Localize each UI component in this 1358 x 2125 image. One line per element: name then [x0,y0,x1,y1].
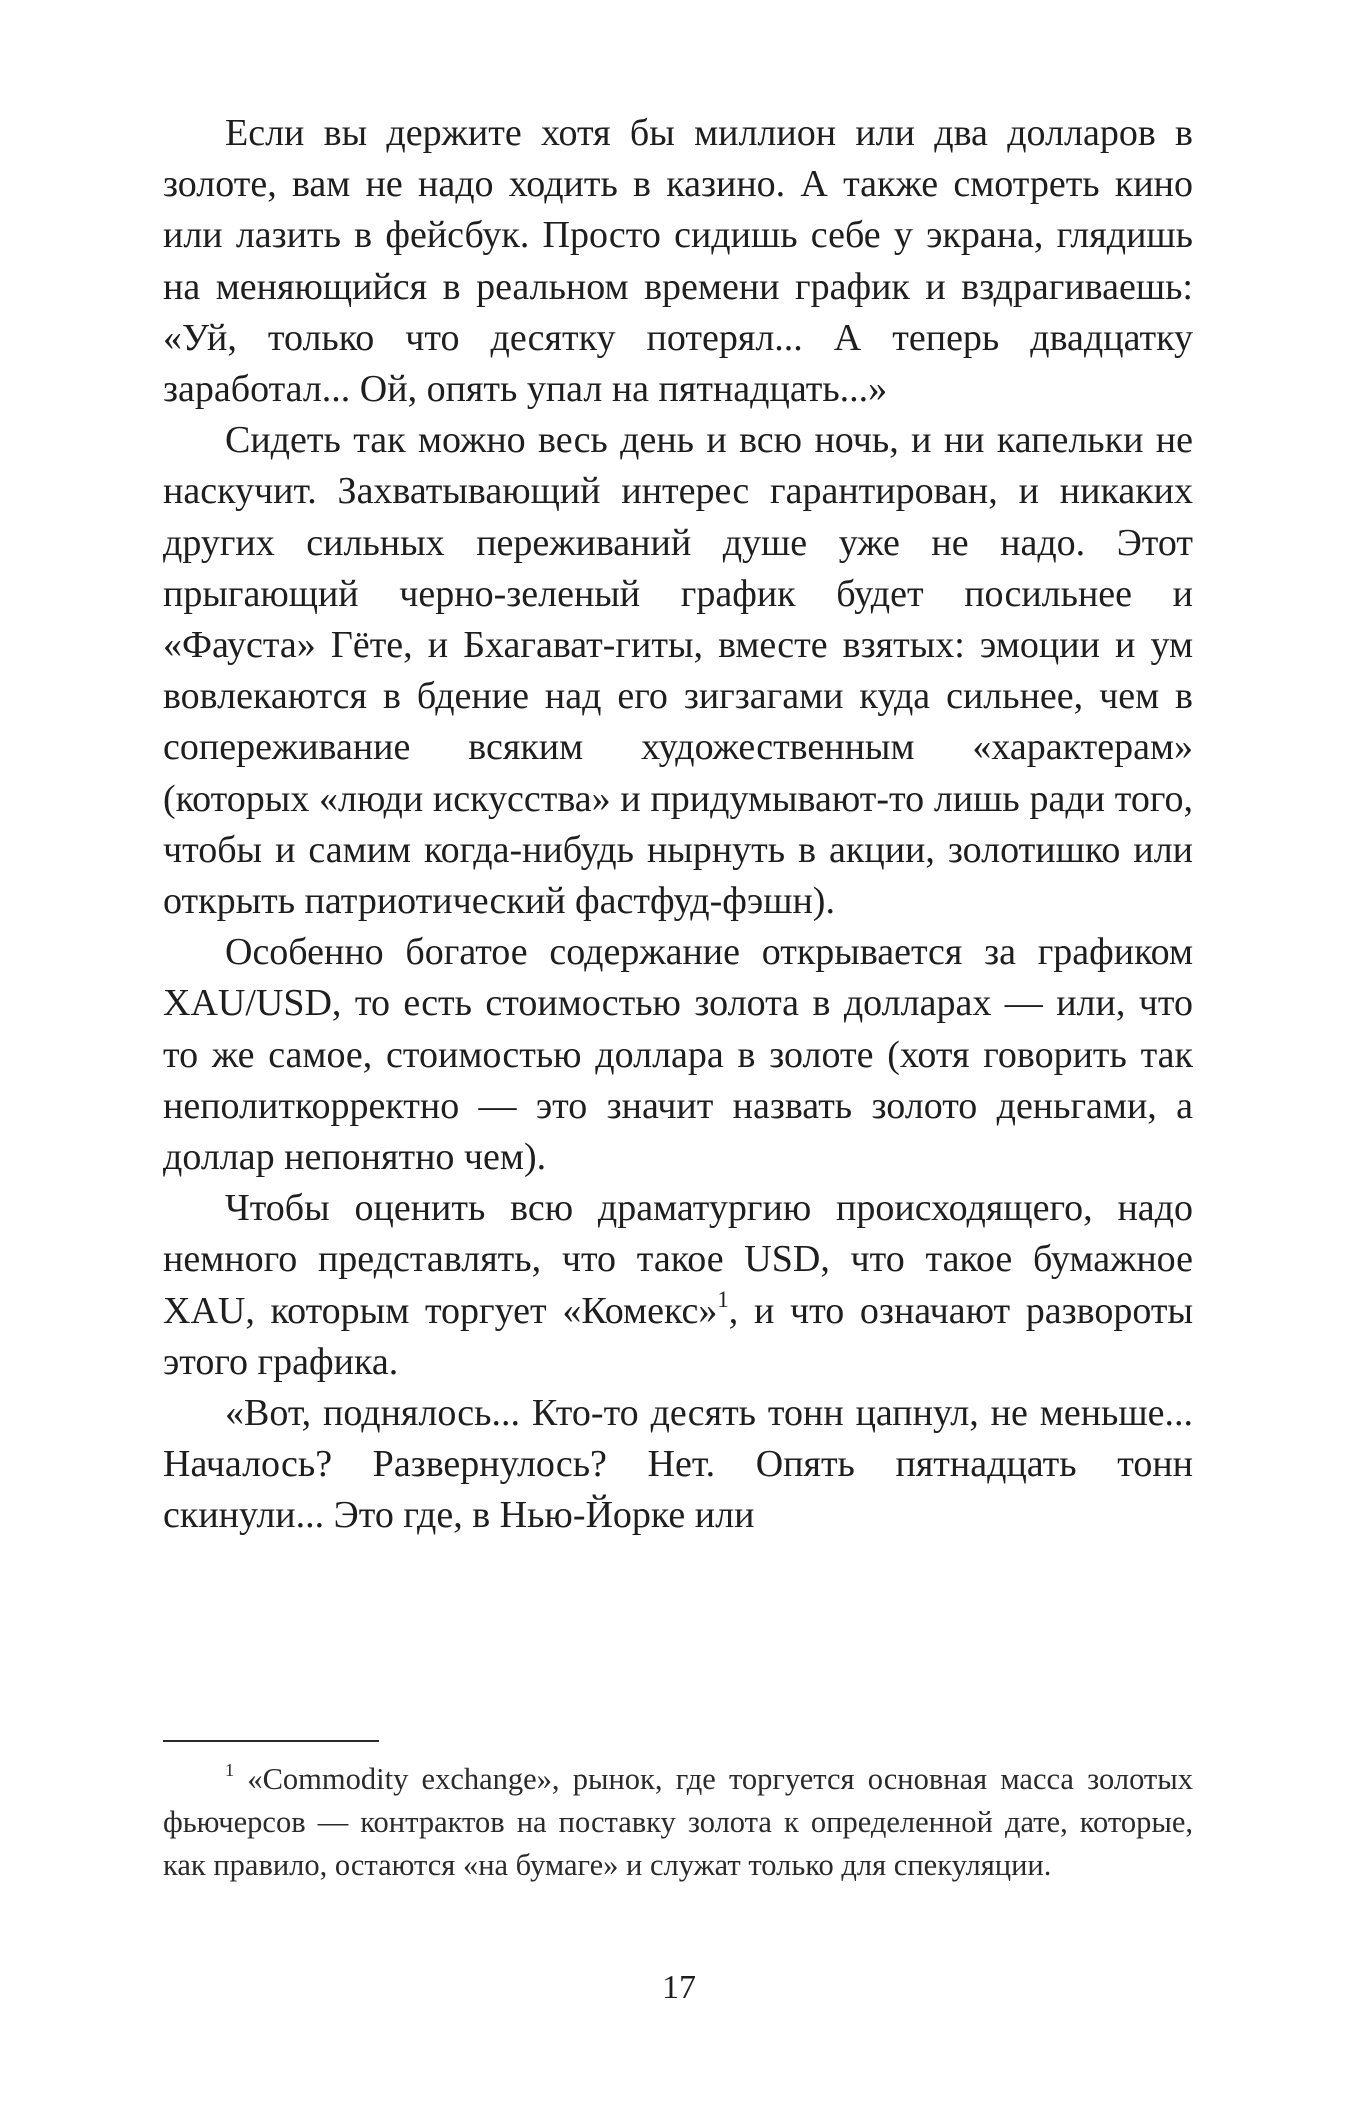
main-text [163,108,1193,1542]
paragraph-1: Если вы держите хотя бы миллион или два долларов в золоте, вам не надо ходить в казино. А также смотреть кино или лазить в фейсбук. Просто сидишь себе у экрана, глядишь на меняющийся в реальном времени график и вздрагиваешь: «Уй, только что десятку потерял... А теперь двадцатку заработал... Ой, опять упал на пятнадцать...» [163,112,1193,411]
paragraph-5: «Вот, поднялось... Кто-то десять тонн цапнул, не меньше... Началось? Развернулось? Нет. Опять пятнадцать тонн скинули... Это где, в Нью-Йорке или [163,1392,1193,1537]
paragraph-2: Сидеть так можно весь день и всю ночь, и ни капельки не наскучит. Захватывающий интерес гарантирован, и никаких других сильных переживаний душе уже не надо. Этот прыгающий черно-зеленый график будет посильнее и «Фауста» Гёте, и Бхагават-гиты, вместе взятых: эмоции и ум вовлекаются в бдение над его зигзагами куда сильнее, чем в сопереживание всяким художественным «характерам» (которых «люди искусства» и придумывают-то лишь ради того, чтобы и самим когда-нибудь нырнуть в акции, золотишко или открыть патриотический фастфуд-фэшн). [163,419,1193,923]
footnote-mark: 1 [225,1760,235,1781]
footnote-divider [163,1740,379,1742]
footnote-reference[interactable]: 1 [717,1286,729,1312]
paragraph-4-text-end: , и что означают развороты этого графика. [163,1289,1193,1383]
paragraph-4-text: Чтобы оценить всю драматургию происходящего, надо немного представлять, что такое USD, что такое бумажное XAU, которым торгует «Комекс» [163,1187,1193,1332]
paragraph-3: Особенно богатое содержание открывается за графиком XAU/USD, то есть стоимостью золота в долларах — или, что то же самое, стоимостью доллара в золоте (хотя говорить так неполиткорректно — это значит назвать золото деньгами, а доллар непонятно чем). [163,931,1193,1179]
paragraph-4 [163,1183,1193,1388]
footnote-text: «Commodity exchange», рынок, где торгуется основная масса золотых фьючерсов — контрактов на поставку золота к определенной дате, которые, как правило, остаются «на бумаге» и служат только для спекуляции. [163,1762,1193,1882]
footnote [163,1758,1193,1887]
page-number: 17 [662,1969,696,2006]
